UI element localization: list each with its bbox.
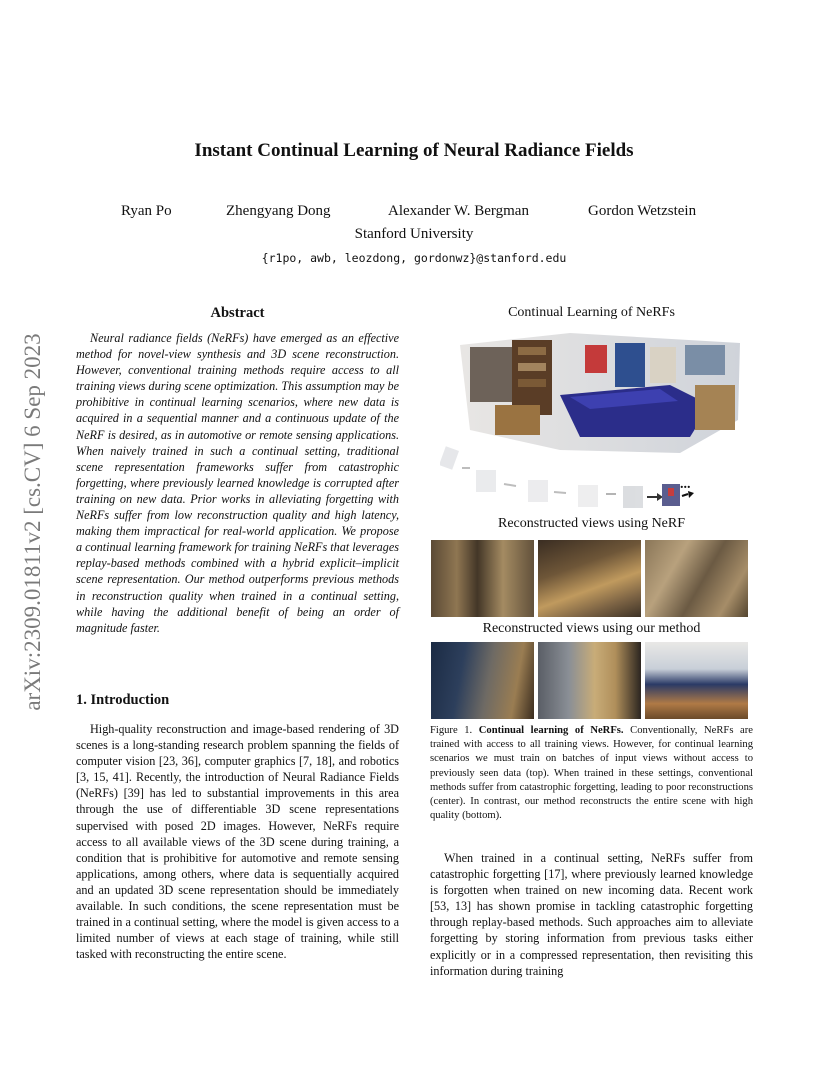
ours-recon-1: [431, 642, 534, 719]
arxiv-id: arXiv:2309.01811v2 [cs.CV] 6 Sep 2023: [20, 333, 45, 711]
figure-ellipsis: ...: [680, 477, 691, 492]
affiliation: Stanford University: [354, 226, 474, 242]
abstract-heading: Abstract: [210, 305, 265, 321]
section-heading-introduction: 1. Introduction: [76, 692, 170, 708]
paper-title: Instant Continual Learning of Neural Radiance Fields: [194, 140, 634, 161]
arxiv-stamp: [18, 292, 48, 752]
right-column-paragraph: When trained in a continual setting, NeRFs suffer from catastrophic forgetting [17], where previously learned knowledge is forgotten when trained on new incoming data. Recent work [53, 13] has shown promise in tackling catastrophic forgetting through replay-based methods. Such approaches aim to alleviate forgetting by storing information from previous tasks either explicitly or in a compressed representation, then revisiting this information during training: [430, 851, 753, 978]
figure-input-sequence: [440, 440, 710, 510]
figure-title-mid: Reconstructed views using NeRF: [497, 516, 686, 531]
author-2: Zhengyang Dong: [226, 203, 331, 219]
ours-recon-3: [645, 642, 748, 719]
caption-label: Figure 1.: [430, 725, 473, 736]
figure-title-top: Continual Learning of NeRFs: [508, 305, 675, 320]
caption-bold: Continual learning of NeRFs.: [478, 725, 624, 736]
abstract-text: Neural radiance fields (NeRFs) have emerged as an effective method for novel-view synthesis and 3D scene reconstruction. However, conventional training methods require access to all training views during scene optimization. This assumption may be prohibitive in continual learning scenarios, where new data is acquired in a sequential manner and a continuous update of the NeRF is desired, as in automotive or remote sensing applications. When naively trained in such a continual setting, traditional scene representation frameworks suffer from catastrophic forgetting, where previously learned knowledge is corrupted after training on new data. Prior works in alleviating forgetting with NeRFs suffer from low reconstruction quality and high latency, making them impractical for real-world application. We propose a continual learning framework for training NeRFs that leverages replay-based methods combined with a hybrid explicit–implicit scene representation. Our method outperforms previous methods in reconstruction quality when trained in a continual setting, while having the additional benefit of being an order of magnitude faster.: [76, 331, 399, 635]
figure-caption: [430, 724, 753, 823]
nerf-recon-3: [645, 540, 748, 617]
nerf-recon-2: [538, 540, 641, 617]
intro-paragraph: High-quality reconstruction and image-based rendering of 3D scenes is a long-standing research problem spanning the fields of computer vision [23, 36], computer graphics [7, 18], and robotics [3, 15, 41]. Recently, the introduction of Neural Radiance Fields (NeRFs) [39] has led to substantial improvements in this area through the use of differentiable 3D scene representations supervised with posed 2D images. However, NeRFs require access to all available views of the 3D scene during training, a condition that is prohibitive for automotive and remote sensing applications, among others, where data is sequentially acquired and an updated 3D scene representation should be immediately available. In such conditions, the scene representation must be trained in a continual setting, where the model is given access to a limited number of views at each stage of training, while still tasked with reconstructing the entire scene.: [76, 722, 399, 962]
ours-recon-2: [538, 642, 641, 719]
author-1: Ryan Po: [121, 203, 172, 219]
author-3: Alexander W. Bergman: [388, 203, 529, 219]
nerf-recon-1: [431, 540, 534, 617]
author-emails: {r1po, awb, leozdong, gordonwz}@stanford.edu: [261, 251, 567, 265]
caption-text: Conventionally, NeRFs are trained with access to all training views. However, for continual learning scenarios we must train on batches of input views without access to previously seen data (top). When trained in these settings, conventional methods suffer from catastrophic forgetting, leading to poor reconstructions (center). In contrast, our method reconstructs the entire scene with high quality (bottom).: [430, 725, 753, 822]
figure-title-bottom: Reconstructed views using our method: [482, 621, 701, 636]
figure-scene-render: [440, 325, 748, 455]
author-4: Gordon Wetzstein: [588, 203, 697, 219]
